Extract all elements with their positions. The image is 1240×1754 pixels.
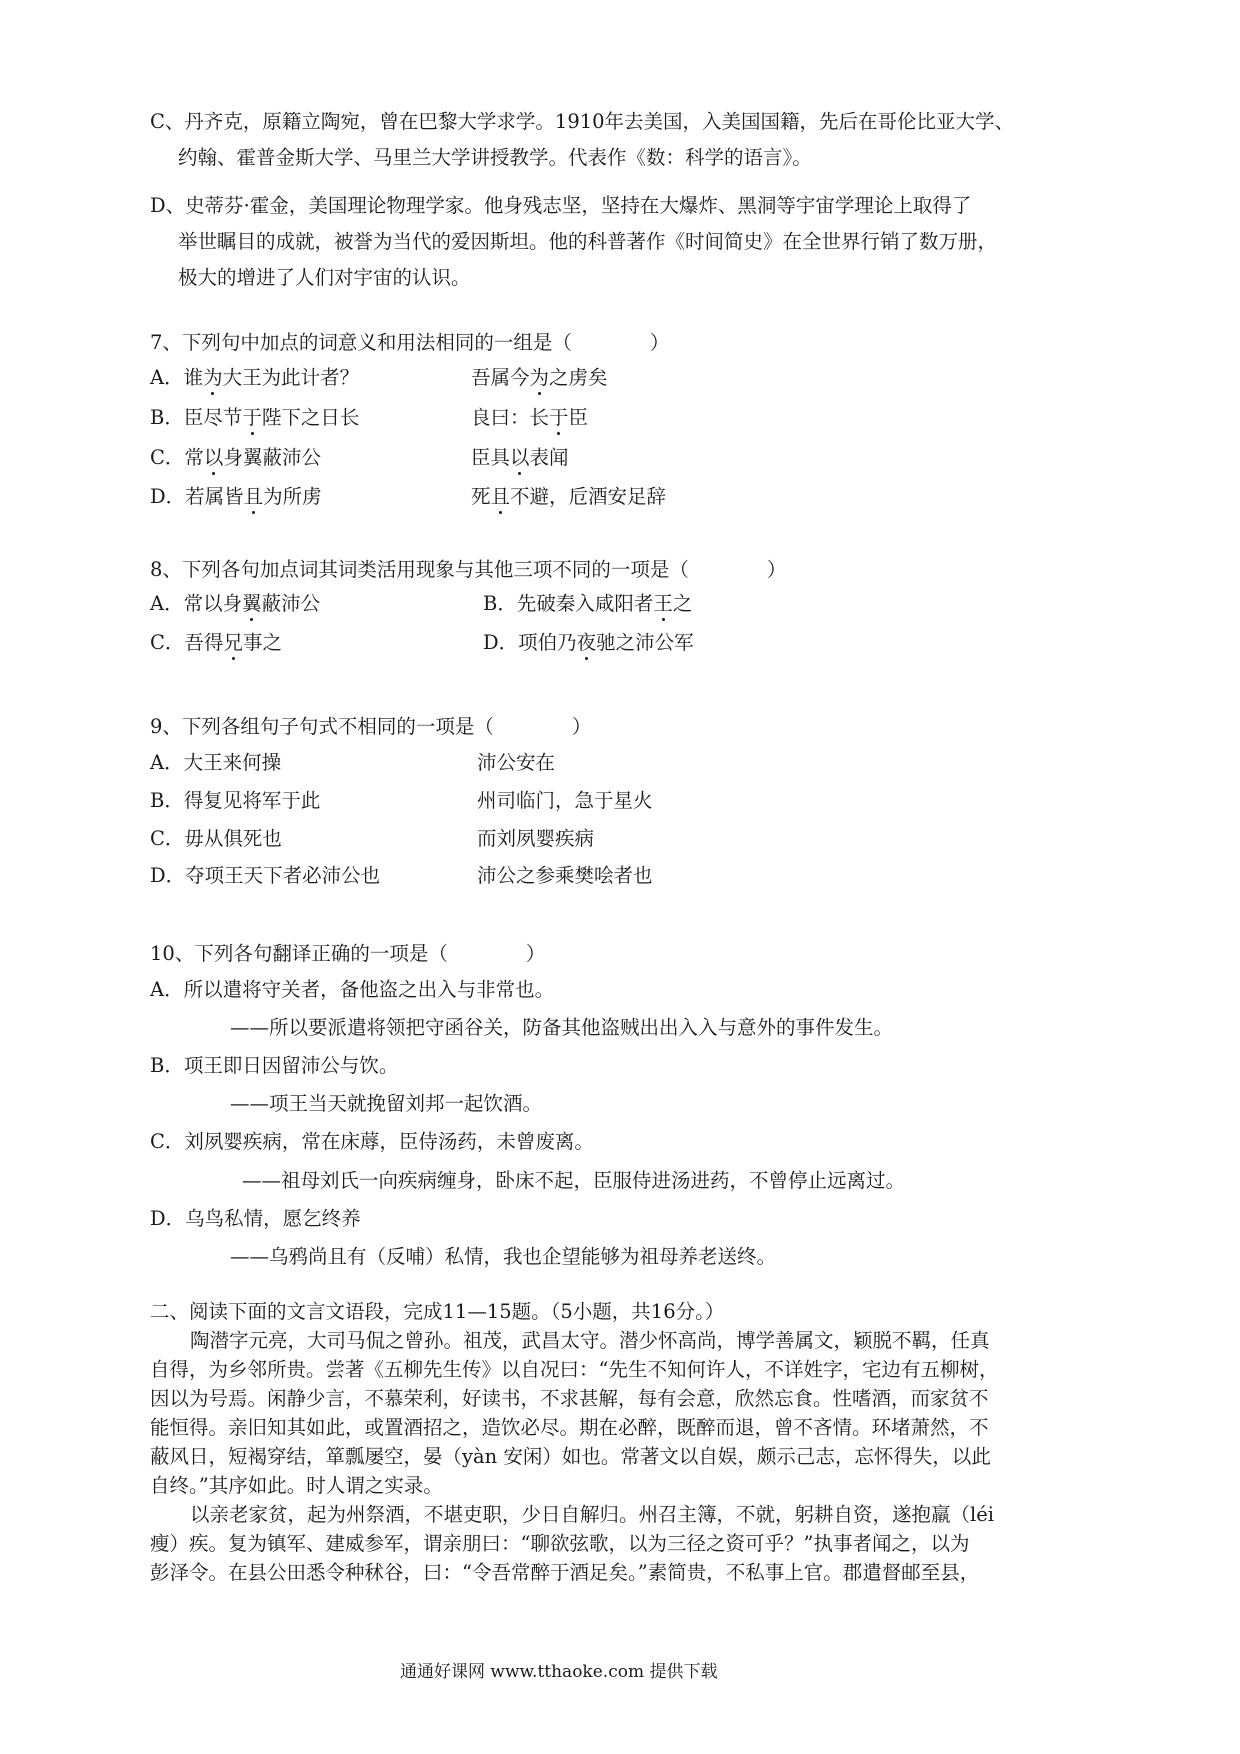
q6-option-d-line1: D、史蒂芬·霍金，美国理论物理学家。他身残志坚，坚持在大爆炸、黑洞等宇宙学理论上取得了: [150, 194, 972, 217]
q7-stem: 7、下列句中加点的词意义和用法相同的一组是（ ）: [150, 331, 670, 354]
passage-line: 彭泽令。在县公田悉令种秫谷，曰：“令吾常醉于酒足矣。”素简贵，不私事上官。郡遣督邮至县，: [150, 1561, 980, 1584]
section2-heading: 二、阅读下面的文言文语段，完成11—15题。（5小题，共16分。）: [150, 1300, 725, 1323]
q8-option-d: D．项伯乃夜驰之沛公军: [483, 631, 694, 654]
q8-stem: 8、下列各句加点词其词类活用现象与其他三项不同的一项是（ ）: [150, 558, 787, 581]
q7-option-d-left: D．若属皆且为所虏: [150, 485, 322, 508]
q6-option-d-line2: 举世瞩目的成就，被誉为当代的爱因斯坦。他的科普著作《时间简史》在全世界行销了数万册，: [178, 230, 998, 253]
q9-stem: 9、下列各组句子句式不相同的一项是（ ）: [150, 715, 592, 738]
q8-option-c: C．吾得兄事之: [150, 631, 282, 654]
q7-option-c-right: 臣具以表闻: [471, 446, 569, 469]
passage-line: 自得，为乡邻所贵。尝著《五柳先生传》以自况曰：“先生不知何许人，不详姓字，宅边有五柳树，: [150, 1358, 999, 1381]
page-footer: 通通好课网 www.tthaoke.com 提供下载: [400, 1662, 718, 1682]
passage-line: 蔽风日，短褐穿结，箪瓢屡空，晏（yàn 安闲）如也。常著文以自娱，颇示己志，忘怀得失，以此: [150, 1445, 991, 1468]
q7-option-c-left: C．常以身翼蔽沛公: [150, 446, 321, 469]
q7-option-b-right: 良曰：长于臣: [471, 406, 589, 429]
passage-line: 能恒得。亲旧知其如此，或置酒招之，造饮必尽。期在必醉，既醉而退，曾不吝情。环堵萧然，不: [150, 1416, 989, 1439]
q10-option-d-translation: ——乌鸦尚且有（反哺）私情，我也企望能够为祖母养老送终。: [230, 1245, 777, 1268]
passage-line: 以亲老家贫，起为州祭酒，不堪吏职，少日自解归。州召主簿，不就，躬耕自资，遂抱羸（léi: [190, 1503, 995, 1526]
q10-option-d: D．乌鸟私情，愿乞终养: [150, 1207, 361, 1230]
q9-option-a-left: A．大王来何操: [150, 751, 282, 774]
passage-line: 自终。”其序如此。时人谓之实录。: [150, 1474, 443, 1497]
q7-option-a-left: A．谁为大王为此计者？: [150, 366, 360, 389]
q7-option-d-right: 死且不避，卮酒安足辞: [471, 485, 667, 508]
q10-option-c: C．刘夙婴疾病，常在床蓐，臣侍汤药，未曾废离。: [150, 1130, 594, 1153]
q9-option-c-left: C．毋从俱死也: [150, 827, 282, 850]
q9-option-b-right: 州司临门，急于星火: [477, 789, 653, 812]
q7-option-b-left: B．臣尽节于陛下之日长: [150, 406, 360, 429]
q9-option-b-left: B．得复见将军于此: [150, 789, 321, 812]
passage-line: 陶潜字元亮，大司马侃之曾孙。祖茂，武昌太守。潜少怀高尚，博学善属文，颖脱不羁，任真: [190, 1329, 990, 1352]
q9-option-d-left: D．夺项王天下者必沛公也: [150, 864, 381, 887]
q10-option-c-translation: ——祖母刘氏一向疾病缠身，卧床不起，臣服侍进汤进药，不曾停止远离过。: [242, 1169, 906, 1192]
q10-option-b-translation: ——项王当天就挽留刘邦一起饮酒。: [230, 1092, 543, 1115]
q9-option-c-right: 而刘夙婴疾病: [477, 827, 595, 850]
q8-option-a: A．常以身翼蔽沛公: [150, 592, 321, 615]
q6-option-d-line3: 极大的增进了人们对宇宙的认识。: [178, 266, 471, 289]
q7-option-a-right: 吾属今为之虏矣: [471, 366, 608, 389]
q10-stem: 10、下列各句翻译正确的一项是（ ）: [150, 942, 546, 965]
q8-option-b: B．先破秦入咸阳者王之: [483, 592, 693, 615]
q6-option-c-line2: 约翰、霍普金斯大学、马里兰大学讲授教学。代表作《数：科学的语言》。: [178, 146, 812, 169]
passage-line: 因以为号焉。闲静少言，不慕荣利，好读书，不求甚解，每有会意，欣然忘食。性嗜酒，而家贫不: [150, 1387, 989, 1410]
q10-option-a-translation: ——所以要派遣将领把守函谷关，防备其他盗贼出出入入与意外的事件发生。: [230, 1016, 894, 1039]
q6-option-c-line1: C、丹齐克，原籍立陶宛，曾在巴黎大学求学。1910年去美国，入美国国籍，先后在哥伦比亚大学、: [150, 110, 1015, 133]
q10-option-a: A．所以遣将守关者，备他盗之出入与非常也。: [150, 978, 555, 1001]
q9-option-a-right: 沛公安在: [477, 751, 556, 774]
passage-line: 瘦）疾。复为镇军、建威参军，谓亲朋曰：“聊欲弦歌，以为三径之资可乎？”执事者闻之，以为: [150, 1532, 970, 1555]
q10-option-b: B．项王即日因留沛公与饮。: [150, 1054, 399, 1077]
q9-option-d-right: 沛公之参乘樊哙者也: [477, 864, 653, 887]
